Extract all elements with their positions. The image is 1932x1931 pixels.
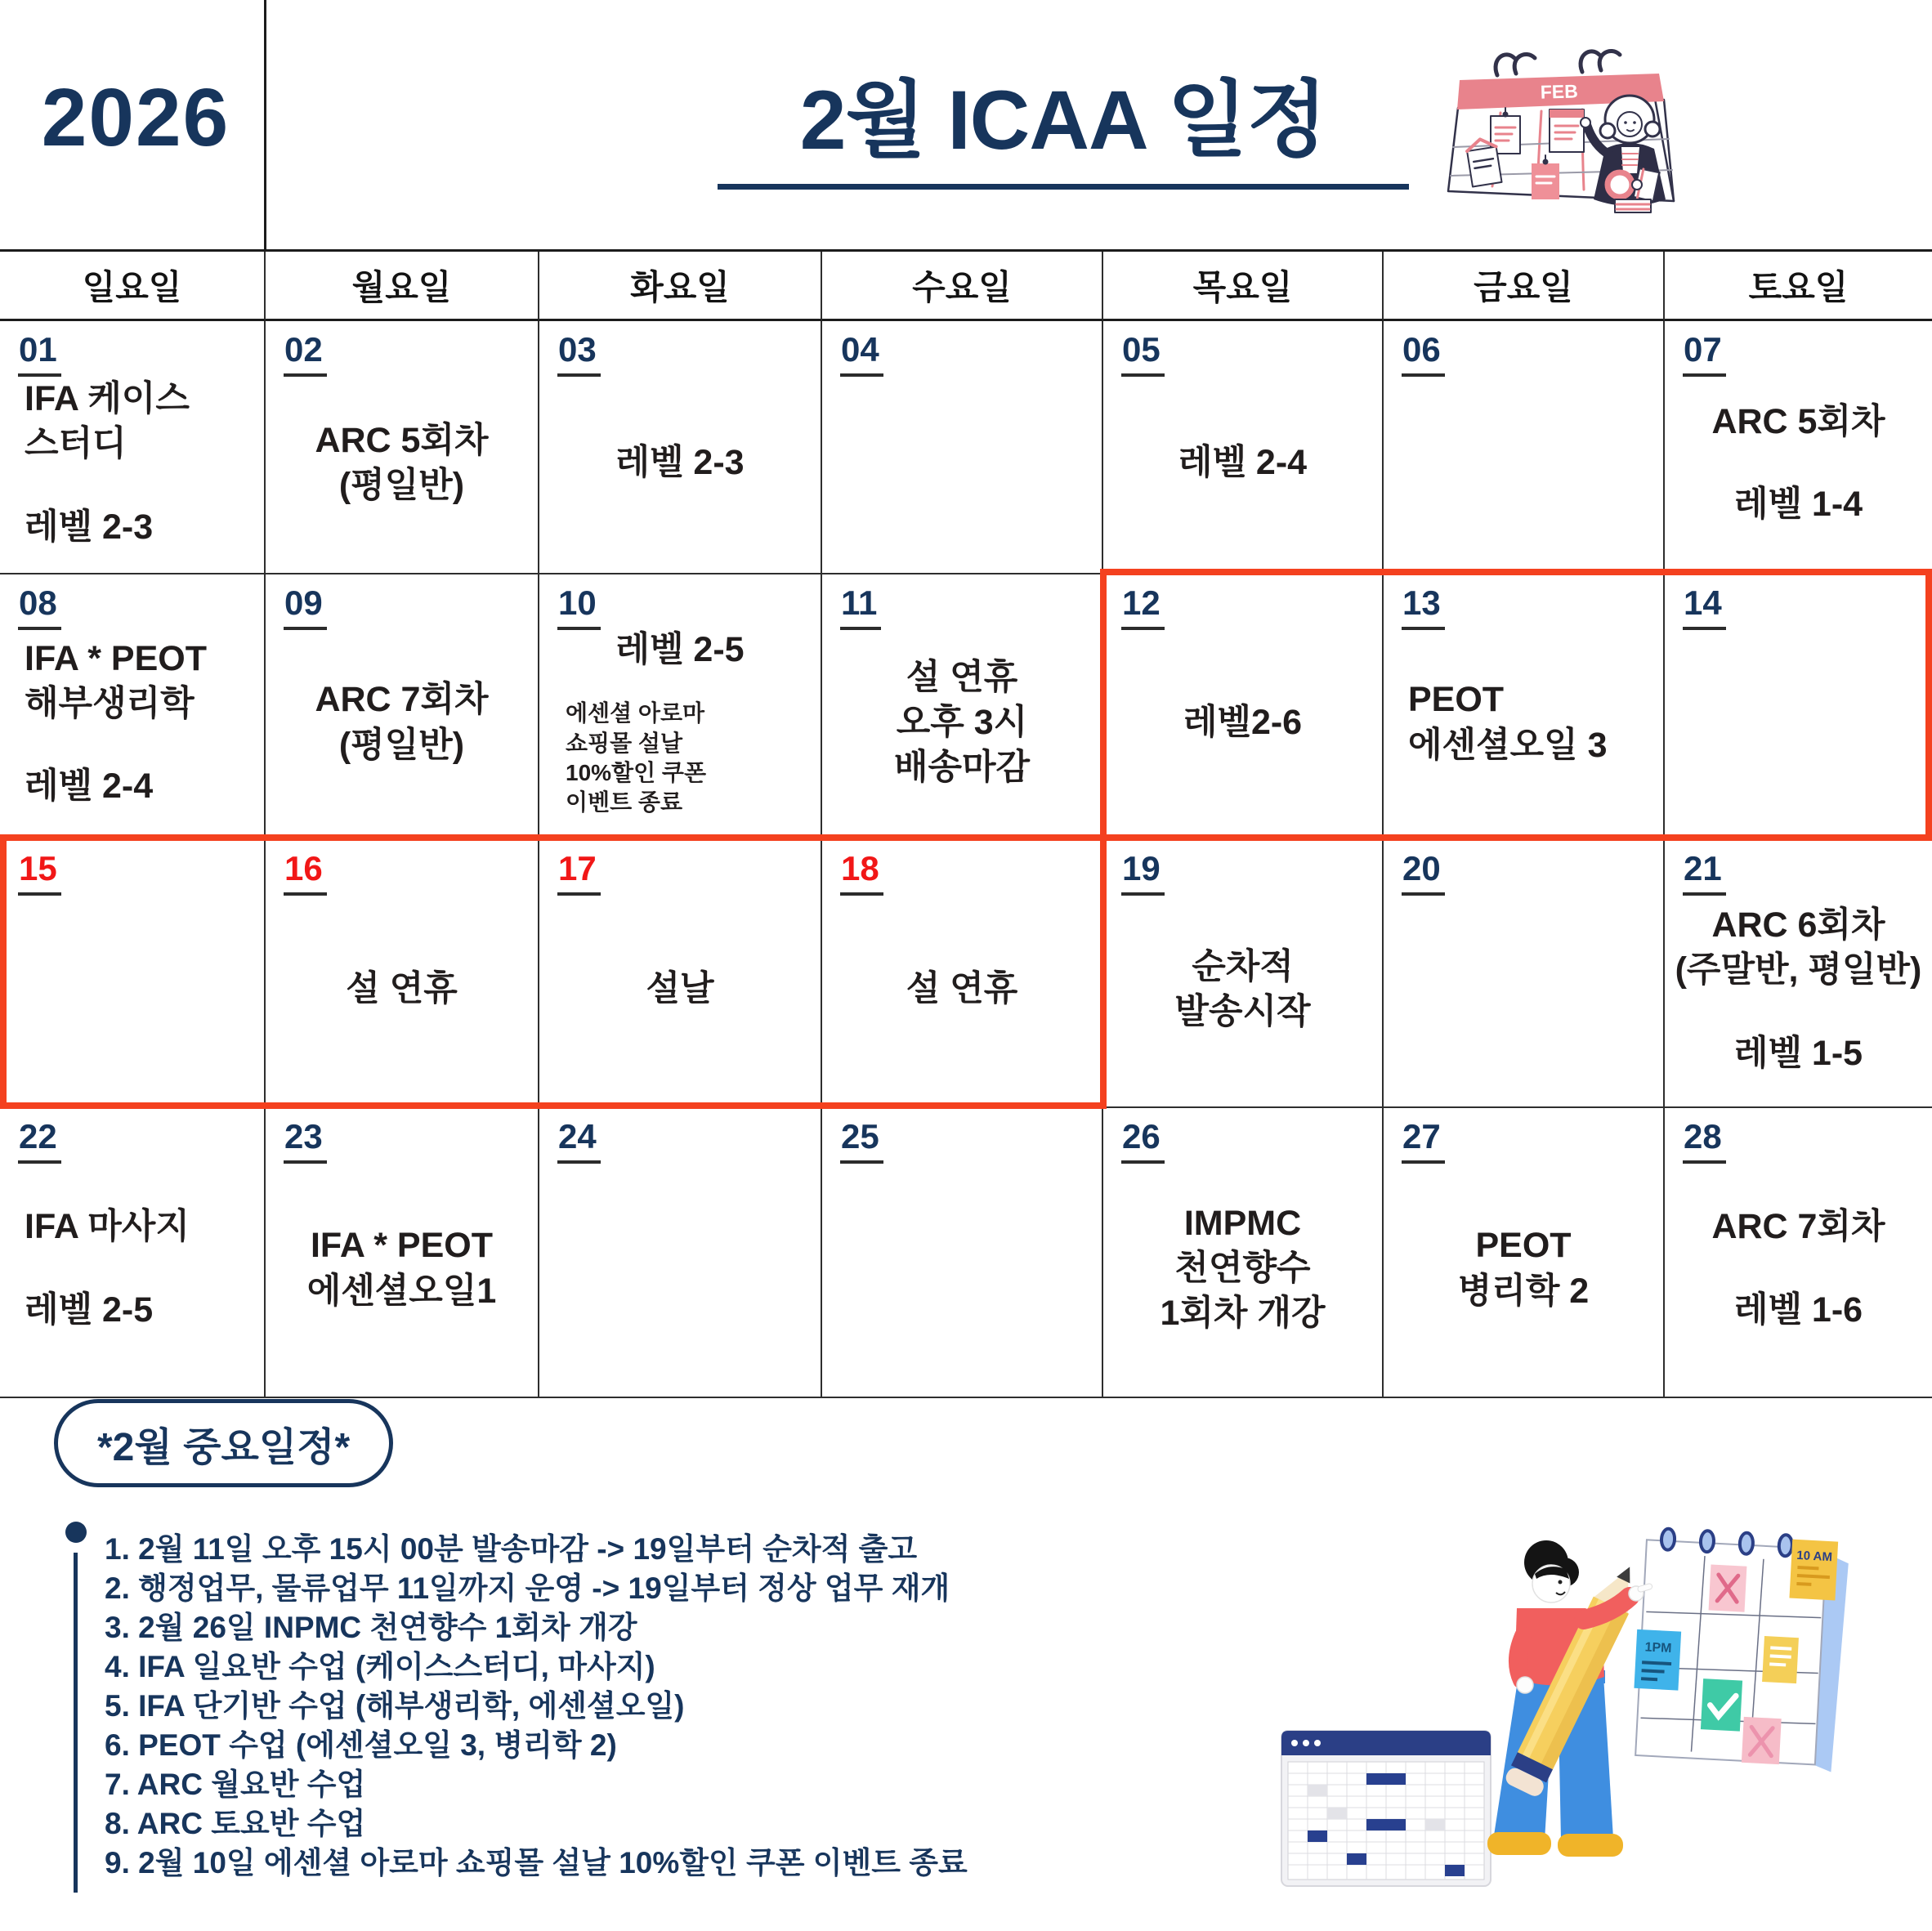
event-line: (주말반, 평일반): [1675, 950, 1922, 990]
note-item: 4. IFA 일요반 수업 (케이스스터디, 마사지): [105, 1650, 655, 1683]
event: [25, 1205, 190, 1249]
event: [1174, 945, 1310, 1035]
event-line: ARC 7회차: [315, 680, 489, 720]
event-line: 레벨 1-6: [1733, 1290, 1863, 1330]
event-line: IFA * PEOT: [310, 1226, 493, 1266]
day-cell-01: [0, 321, 266, 574]
spreadsheet-window-illustration: [1281, 1731, 1491, 1886]
day-cell-02: [266, 321, 539, 574]
event: [646, 967, 713, 1012]
event-line: 에센셜 아로마: [566, 700, 705, 726]
note-item: 6. PEOT 수업 (에센셜오일 3, 병리학 2): [105, 1728, 617, 1762]
day-number: 21: [1683, 852, 1726, 896]
event-line: IFA 마사지: [25, 1207, 190, 1247]
event-line: 설 연휴: [906, 969, 1018, 1009]
event-line: 천연향수: [1174, 1248, 1311, 1288]
weekday-header: 일요일: [0, 252, 266, 321]
day-number: 03: [557, 333, 601, 377]
event-line: 레벨2-6: [1183, 702, 1303, 742]
day-cell-18: [822, 840, 1103, 1108]
notes-vertical-line: [74, 1553, 78, 1893]
day-cell-20: [1384, 840, 1665, 1108]
day-number: 17: [557, 852, 601, 896]
day-number: 04: [840, 333, 883, 377]
event-line: 레벨 2-5: [25, 1290, 154, 1330]
page-title: 2월 ICAA 일정: [718, 77, 1409, 190]
day-number: 15: [18, 852, 61, 896]
day-cell-22: [0, 1108, 266, 1398]
event-line: ARC 6회차: [1711, 905, 1885, 945]
event-line: 레벨 2-4: [25, 767, 154, 807]
event-line: 설 연휴: [906, 657, 1018, 697]
day-number: 01: [18, 333, 61, 377]
event: [25, 637, 207, 726]
weekday-header: 월요일: [266, 252, 539, 321]
day-cell-27: [1384, 1108, 1665, 1398]
sticky-note-1pm: [1634, 1629, 1681, 1691]
weekday-header: 수요일: [822, 252, 1103, 321]
note-item: 9. 2월 10일 에센셜 아로마 쇼핑몰 설날 10%할인 쿠폰 이벤트 종료: [105, 1846, 968, 1880]
day-cell-11: [822, 574, 1103, 840]
day-cell-21: [1665, 840, 1932, 1108]
day-number: 02: [284, 333, 327, 377]
notes-badge: *2월 중요일정*: [54, 1399, 393, 1487]
event: [1160, 1201, 1325, 1336]
feb-calendar-illustration: [1447, 39, 1702, 214]
event-line: ARC 5회차: [1711, 401, 1885, 441]
day-cell-10: [539, 574, 822, 840]
event: [25, 377, 190, 467]
feb-label: FEB: [1540, 80, 1579, 103]
day-cell-17: [539, 840, 822, 1108]
day-cell-26: [1103, 1108, 1384, 1398]
event: [1408, 677, 1608, 767]
event-line: 설 연휴: [346, 969, 458, 1009]
day-cell-23: [266, 1108, 539, 1398]
day-number: 05: [1121, 333, 1165, 377]
day-number: 23: [284, 1120, 327, 1164]
event-line: 레벨 2-4: [1178, 443, 1308, 483]
planner-board-illustration: [1630, 1527, 1850, 1772]
note-1pm-label: 1PM: [1644, 1640, 1672, 1656]
event-line: 발송시작: [1174, 992, 1311, 1031]
day-number: 22: [18, 1120, 61, 1164]
note-item: 5. IFA 단기반 수업 (해부생리학, 에센셜오일): [105, 1689, 685, 1723]
event: [906, 967, 1018, 1012]
day-number: 24: [557, 1120, 601, 1164]
event-line: ARC 7회차: [1711, 1207, 1885, 1247]
day-cell-15: [0, 840, 266, 1108]
day-cell-25: [822, 1108, 1103, 1398]
event: [346, 967, 458, 1012]
event: [1711, 1205, 1885, 1249]
event: [1711, 400, 1885, 445]
event: [25, 1288, 153, 1333]
day-cell-16: [266, 840, 539, 1108]
event: [615, 440, 744, 485]
event-line: 에센셜오일1: [306, 1271, 497, 1311]
weekday-header: 금요일: [1384, 252, 1665, 321]
event-line: 순차적: [1192, 946, 1294, 986]
notes-bullet-dot: [65, 1522, 87, 1543]
event-line: 레벨 2-5: [615, 630, 745, 670]
event-line: ARC 5회차: [315, 420, 489, 460]
day-number: 16: [284, 852, 327, 896]
day-number: 09: [284, 586, 327, 630]
day-number: 20: [1402, 852, 1445, 896]
calendar-grid: [0, 249, 1932, 1398]
event: [1675, 903, 1922, 993]
event-line: (평일반): [338, 466, 465, 505]
event: [1734, 482, 1863, 527]
event: [25, 505, 153, 550]
event-line: 이벤트 종료: [566, 789, 683, 816]
day-cell-28: [1665, 1108, 1932, 1398]
event-line: PEOT: [1408, 680, 1505, 720]
note-10am-label: 10 AM: [1796, 1548, 1833, 1565]
day-cell-06: [1384, 321, 1665, 574]
note-item: 8. ARC 토요반 수업: [105, 1807, 366, 1840]
event-line: 병리학 2: [1457, 1271, 1590, 1311]
day-number: 27: [1402, 1120, 1445, 1164]
day-cell-07: [1665, 321, 1932, 574]
day-cell-03: [539, 321, 822, 574]
day-cell-08: [0, 574, 266, 840]
event: [615, 628, 744, 673]
event-line: IMPMC: [1183, 1203, 1302, 1243]
day-cell-14: [1665, 574, 1932, 840]
note-item: 7. ARC 월요반 수업: [105, 1768, 366, 1801]
event-line: 쇼핑몰 설날: [566, 730, 683, 756]
day-cell-13: [1384, 574, 1665, 840]
event: [1734, 1031, 1863, 1076]
event-line: PEOT: [1475, 1226, 1572, 1266]
note-item: 2. 행정업무, 물류업무 11일까지 운영 -> 19일부터 정상 업무 재개: [105, 1571, 950, 1605]
planning-illustration: [1259, 1512, 1880, 1912]
event: [315, 677, 488, 767]
day-cell-24: [539, 1108, 822, 1398]
day-number: 10: [557, 586, 601, 630]
weekday-header: 토요일: [1665, 252, 1932, 321]
event-line: 스터디: [25, 424, 127, 464]
event: [539, 699, 706, 818]
day-number: 14: [1683, 586, 1726, 630]
event-line: IFA 케이스: [25, 379, 190, 419]
event-line: 레벨 1-5: [1733, 1033, 1863, 1073]
event: [1178, 440, 1307, 485]
event-line: 레벨 2-3: [25, 507, 154, 547]
day-number: 26: [1121, 1120, 1165, 1164]
event-line: IFA * PEOT: [25, 638, 207, 678]
day-number: 12: [1121, 586, 1165, 630]
day-number: 08: [18, 586, 61, 630]
sticky-note-10am: [1789, 1540, 1838, 1601]
weekday-header: 목요일: [1103, 252, 1384, 321]
day-number: 28: [1683, 1120, 1726, 1164]
event-line: 배송마감: [893, 748, 1031, 788]
weekday-header: 화요일: [539, 252, 822, 321]
year-label: 2026: [41, 72, 230, 163]
day-cell-12: [1103, 574, 1384, 840]
event-line: 레벨 1-4: [1733, 485, 1863, 524]
event: [307, 1223, 497, 1313]
day-number: 06: [1402, 333, 1445, 377]
event-line: (평일반): [338, 725, 465, 765]
event: [25, 764, 153, 809]
event-line: 레벨 2-3: [615, 443, 745, 483]
header-divider-line: [264, 0, 266, 249]
event: [1183, 700, 1302, 745]
note-item: 1. 2월 11일 오후 15시 00분 발송마감 -> 19일부터 순차적 출고: [105, 1532, 918, 1566]
event-line: 10%할인 쿠폰: [566, 760, 707, 786]
day-number: 11: [840, 586, 881, 630]
day-cell-05: [1103, 321, 1384, 574]
day-cell-09: [266, 574, 539, 840]
event-line: 해부생리학: [25, 683, 195, 723]
event: [894, 655, 1030, 790]
event: [315, 418, 488, 508]
day-cell-04: [822, 321, 1103, 574]
event-line: 에센셜오일 3: [1408, 725, 1608, 765]
event: [1458, 1223, 1589, 1313]
person-with-pencil-illustration: [1487, 1540, 1652, 1857]
day-number: 18: [840, 852, 883, 896]
event-line: 설날: [646, 969, 714, 1009]
day-number: 19: [1121, 852, 1165, 896]
event-line: 오후 3시: [896, 702, 1028, 742]
day-cell-19: [1103, 840, 1384, 1108]
event-line: 1회차 개강: [1160, 1294, 1326, 1334]
note-item: 3. 2월 26일 INPMC 천연향수 1회차 개강: [105, 1611, 637, 1644]
day-number: 13: [1402, 586, 1445, 630]
notes-list: [105, 1530, 1232, 1883]
day-number: 07: [1683, 333, 1726, 377]
event: [1734, 1288, 1863, 1333]
day-number: 25: [840, 1120, 883, 1164]
